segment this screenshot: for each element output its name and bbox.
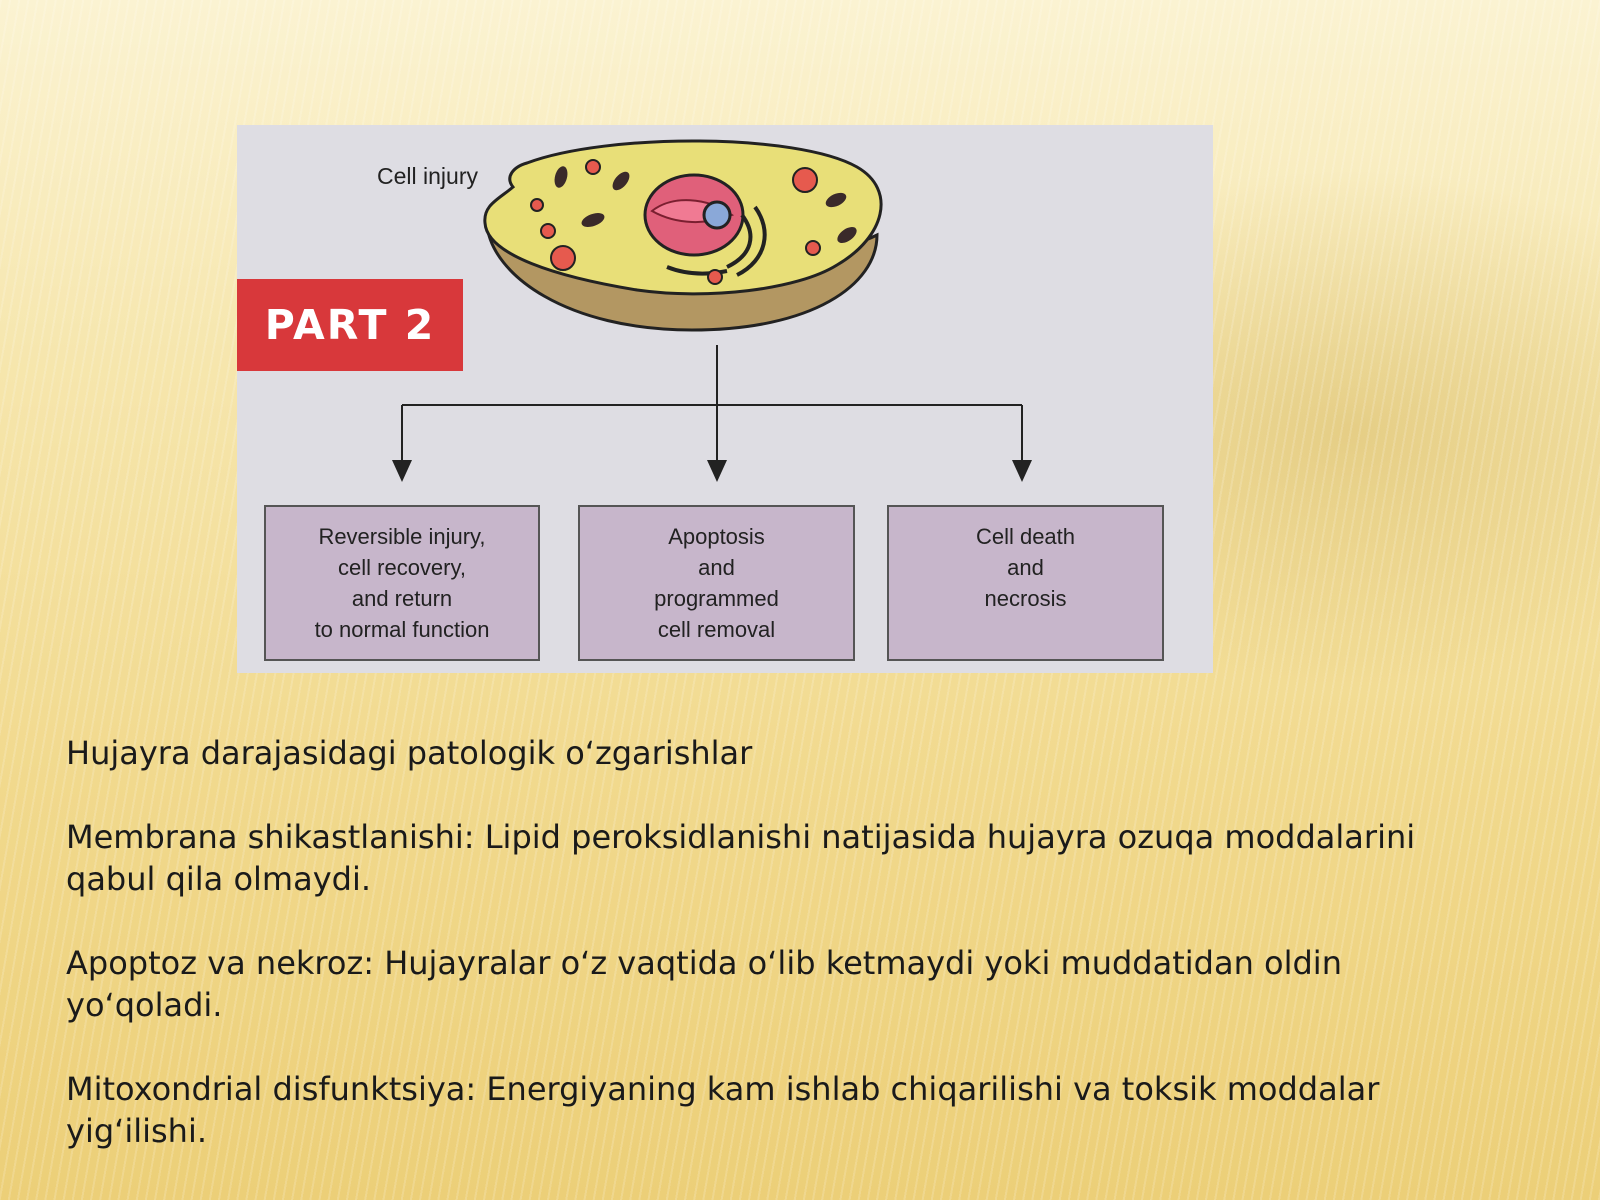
organelle — [551, 246, 575, 270]
outcome-line: Apoptosis — [668, 524, 765, 549]
part-badge: PART 2 — [237, 279, 463, 371]
outcome-line: necrosis — [984, 586, 1067, 611]
paragraph-apoptosis: Apoptoz va nekroz: Hujayralar oʻz vaqtida oʻlib ketmaydi yoki muddatidan oldin yoʻqoladi. — [66, 944, 1342, 1024]
spacer — [66, 1026, 1486, 1068]
arrowhead-middle — [707, 460, 727, 482]
slide-text — [66, 732, 1486, 1152]
slide-heading: Hujayra darajasidagi patologik oʻzgarishlar — [66, 734, 753, 772]
outcome-line: Reversible injury, — [318, 524, 486, 549]
outcome-box-reversible — [264, 505, 540, 661]
organelle — [793, 168, 817, 192]
arrowhead-right — [1012, 460, 1032, 482]
nucleolus — [704, 202, 730, 228]
outcome-box-necrosis — [887, 505, 1164, 661]
organelle — [708, 270, 722, 284]
spacer — [66, 774, 1486, 816]
outcome-line: programmed — [654, 586, 779, 611]
organelle — [531, 199, 543, 211]
organelle — [806, 241, 820, 255]
cell-injury-figure — [237, 125, 1213, 673]
outcome-line: and — [1007, 555, 1044, 580]
outcome-box-apoptosis — [578, 505, 855, 661]
outcome-line: to normal function — [314, 617, 490, 642]
paragraph-mitochondria: Mitoxondrial disfunktsiya: Energiyaning kam ishlab chiqarilishi va toksik moddalar yigʻilishi. — [66, 1070, 1380, 1150]
outcome-line: and return — [351, 586, 453, 611]
arrowhead-left — [392, 460, 412, 482]
spacer — [66, 900, 1486, 942]
outcome-line: and — [698, 555, 735, 580]
paragraph-membrane: Membrana shikastlanishi: Lipid peroksidlanishi natijasida hujayra ozuqa moddalarini qabul qila olmaydi. — [66, 818, 1416, 898]
organelle — [586, 160, 600, 174]
outcome-line: Cell death — [975, 524, 1076, 549]
outcome-line: cell recovery, — [338, 555, 466, 580]
organelle — [541, 224, 555, 238]
outcome-line: cell removal — [657, 617, 776, 642]
cell-injury-label: Cell injury — [377, 163, 478, 189]
